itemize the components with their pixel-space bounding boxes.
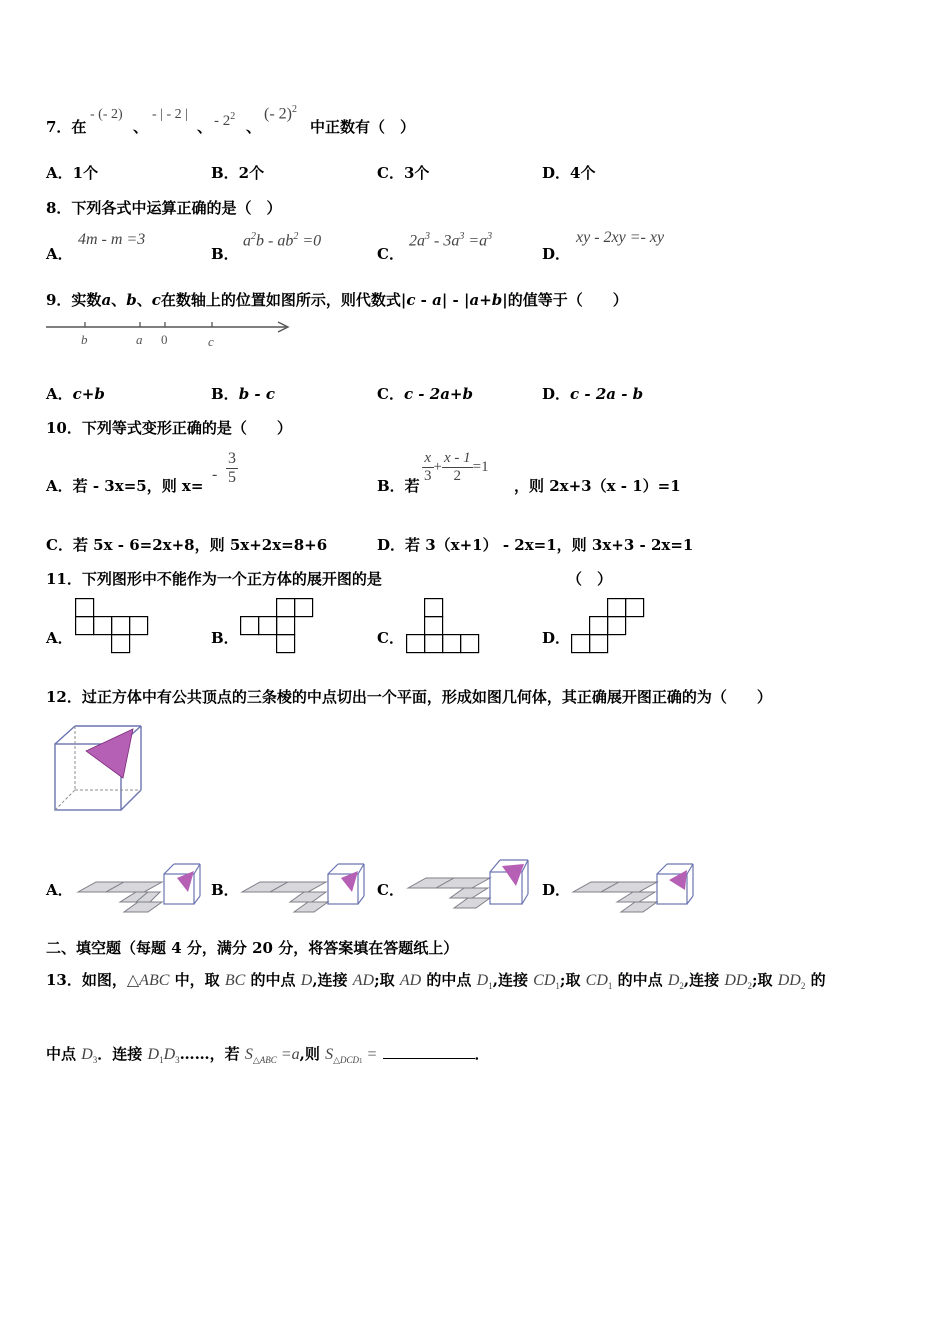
q12-label-d[interactable]: D．	[542, 881, 571, 899]
q11-stem: 11．下列图形中不能作为一个正方体的展开图的是	[46, 570, 382, 588]
q8-label-b[interactable]: B．	[211, 245, 239, 263]
q11-net-b[interactable]	[240, 598, 314, 654]
q11-net-c[interactable]	[406, 598, 480, 654]
q12-label-c[interactable]: C．	[377, 881, 404, 899]
q12-net-d[interactable]	[571, 858, 697, 916]
q10-a-minus: -	[212, 466, 218, 483]
q12-net-b[interactable]	[240, 858, 366, 916]
q12-label-a[interactable]: A．	[46, 881, 73, 899]
q10-option-b-label[interactable]: B．若	[377, 477, 420, 495]
q9-option-b[interactable]: B．b - c	[211, 385, 275, 403]
q8-stem: 8．下列各式中运算正确的是（ ）	[46, 199, 282, 217]
q7-stem	[46, 116, 86, 137]
q7-sep2: 、	[197, 118, 213, 136]
q10-option-d[interactable]: D．若 3（x+1） - 2x=1，则 3x+3 - 2x=1	[377, 536, 694, 554]
q9-option-a[interactable]: A．c+b	[46, 385, 105, 403]
axis-label-c: c	[208, 334, 214, 349]
q12-net-c[interactable]	[406, 856, 532, 914]
q8-option-d[interactable]: xy - 2xy =- xy	[576, 229, 665, 246]
q7-option-a[interactable]: A．1个	[46, 164, 99, 182]
q13-line1: 13．如图，△ABC 中，取 BC 的中点 D,连接 AD;取 AD 的中点 $D_1$,连接 $CD_1$;取 $CD_1$ 的中点 $D_2$,连接 $DD_2$;取 $DD_2$ 的	[46, 971, 826, 991]
q10-stem: 10．下列等式变形正确的是（ ）	[46, 419, 292, 437]
q11-answer-paren: （ ）	[567, 570, 613, 588]
q10-option-c[interactable]: C．若 5x - 6=2x+8，则 5x+2x=8+6	[46, 536, 328, 554]
q13-line2: 中点 $D_3$．连接 $D_1D_3\dots\dots$，若 $S_{\triangle ABC} =a$,则 $S_{\triangle DCD1}$ = ．	[46, 1045, 490, 1065]
q8-option-c[interactable]: $2a^3 - 3a^3 =a^3$	[409, 231, 493, 250]
q10-option-a[interactable]: A．若 - 3x=5，则 x=	[46, 477, 204, 495]
q7-expr3: - $2^2$	[214, 111, 236, 129]
q7-sep3: 、	[246, 118, 262, 136]
q11-label-c[interactable]: C．	[377, 629, 404, 647]
q10-option-b-tail[interactable]: ，则 2x+3（x - 1）=1	[514, 477, 681, 495]
q7-option-c[interactable]: C．3个	[377, 164, 430, 182]
q8-label-c[interactable]: C．	[377, 245, 404, 263]
q7-option-d[interactable]: D．4个	[542, 164, 596, 182]
q7-sep1: 、	[133, 118, 149, 136]
q9-stem: 9．实数a、b、c在数轴上的位置如图所示，则代数式|c - a| - |a+b|的值等于（ ）	[46, 291, 628, 309]
axis-label-a: a	[136, 332, 143, 347]
q7-expr1: - (- 2)	[90, 107, 123, 122]
q8-option-a[interactable]: 4m - m =3	[78, 231, 146, 248]
q13-answer-blank[interactable]	[383, 1044, 475, 1059]
q12-stem: 12．过正方体中有公共顶点的三条棱的中点切出一个平面，形成如图几何体，其正确展开图正确的为（ ）	[46, 688, 772, 706]
q12-cube-figure	[53, 722, 145, 814]
q9-option-c[interactable]: C．c - 2a+b	[377, 385, 473, 403]
q7-tail: 中正数有（ ）	[310, 118, 416, 136]
q9-number-line	[44, 317, 294, 351]
section2-title: 二、填空题（每题 4 分，满分 20 分，将答案填在答题纸上）	[46, 939, 459, 957]
q11-net-a[interactable]	[75, 598, 149, 654]
q10-a-fraction: $\frac{3}{5}$	[228, 450, 236, 486]
axis-label-b: b	[81, 332, 88, 347]
q12-label-b[interactable]: B．	[211, 881, 239, 899]
q8-label-a[interactable]: A．	[46, 245, 73, 263]
q9-option-d[interactable]: D．c - 2a - b	[542, 385, 644, 403]
q11-label-d[interactable]: D．	[542, 629, 571, 647]
q11-net-d[interactable]	[571, 598, 645, 654]
q7-option-b[interactable]: B．2个	[211, 164, 265, 182]
q8-label-d[interactable]: D．	[542, 245, 571, 263]
q10-b-equation[interactable]: $\frac{x}{3}$ + $\frac{x - 1}{2}$ =1	[424, 450, 489, 484]
axis-label-0: 0	[161, 332, 168, 347]
q7-expr2: - | - 2 |	[152, 107, 188, 122]
q11-label-b[interactable]: B．	[211, 629, 239, 647]
q8-option-b[interactable]: $a^2b - ab^2 =0$	[243, 231, 322, 250]
q7-expr4: (- 2)$^2$	[264, 104, 297, 123]
q7-lead: 7．在	[46, 118, 87, 136]
q12-net-a[interactable]	[76, 858, 202, 916]
q11-label-a[interactable]: A．	[46, 629, 73, 647]
